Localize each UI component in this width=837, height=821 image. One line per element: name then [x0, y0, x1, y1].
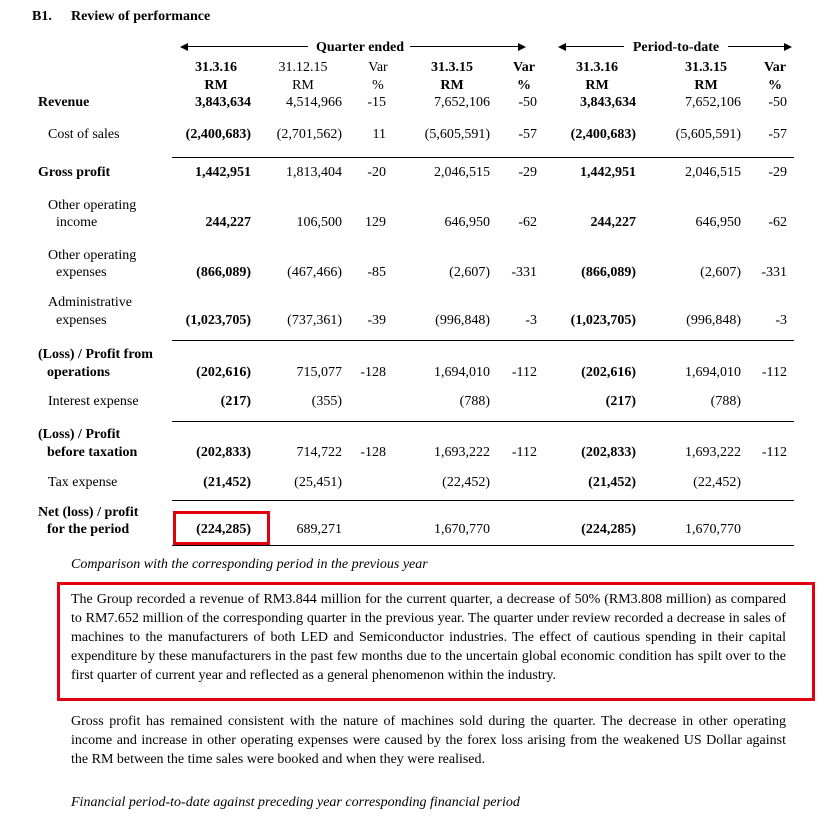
table-cell: -62 — [518, 215, 537, 230]
table-cell: (996,848) — [686, 313, 741, 328]
row-label: Revenue — [38, 95, 90, 110]
table-cell: (224,285) — [196, 522, 251, 537]
separator-line — [172, 157, 794, 158]
table-cell: 1,442,951 — [580, 165, 636, 180]
table-cell: 244,227 — [590, 215, 636, 230]
table-cell: 129 — [365, 215, 386, 230]
table-cell: 1,670,770 — [434, 522, 490, 537]
table-cell: (217) — [605, 394, 636, 409]
table-cell: -112 — [761, 365, 787, 380]
table-cell: 3,843,634 — [580, 95, 636, 110]
row-label: (Loss) / Profit from — [38, 347, 153, 362]
column-unit-0: RM — [204, 78, 228, 93]
separator-line — [172, 421, 794, 422]
row-label: Other operating — [48, 198, 137, 213]
table-cell: (5,605,591) — [424, 127, 490, 142]
revenue-paragraph: The Group recorded a revenue of RM3.844 million for the current quarter, a decrease of 50% (RM3.808 million) as compared to RM7.652 million of the corresponding quarter in the previous year. The quarter under review recorded a decrease in sales of machines to the manufacturers of both LED and Semiconductor industries. The effect of cautious spending in their capital expenditure by these manufacturers in the past few months due to the uncertain global economic condition has spilt over to the first quarter of current year and reflected as a general phenomenon within the industry. — [71, 592, 786, 683]
column-date-6: 31.3.15 — [685, 60, 727, 75]
row-label: Gross profit — [38, 165, 111, 180]
table-cell: (996,848) — [435, 313, 490, 328]
table-cell: -62 — [768, 215, 787, 230]
column-unit-2: % — [372, 78, 384, 93]
table-cell: 2,046,515 — [685, 165, 741, 180]
table-cell: 646,950 — [695, 215, 741, 230]
table-cell: (737,361) — [287, 313, 342, 328]
table-cell: -50 — [768, 95, 787, 110]
row-label: Other operating — [48, 248, 137, 263]
table-cell: 244,227 — [205, 215, 251, 230]
table-cell: 646,950 — [444, 215, 490, 230]
row-label: Cost of sales — [48, 127, 120, 142]
table-cell: (224,285) — [581, 522, 636, 537]
table-cell: (21,452) — [588, 475, 636, 490]
table-cell: -128 — [360, 365, 386, 380]
section-number: B1. — [32, 9, 52, 24]
table-cell: (217) — [220, 394, 251, 409]
table-cell: (2,400,683) — [570, 127, 636, 142]
column-date-2: Var — [368, 60, 388, 75]
table-cell: -29 — [518, 165, 537, 180]
column-unit-5: RM — [585, 78, 609, 93]
table-cell: (5,605,591) — [675, 127, 741, 142]
table-cell: (355) — [311, 394, 342, 409]
table-cell: 1,693,222 — [685, 445, 741, 460]
table-cell: 2,046,515 — [434, 165, 490, 180]
period-to-date-label: Period-to-date — [632, 40, 720, 55]
column-unit-3: RM — [440, 78, 464, 93]
table-cell: (2,607) — [449, 265, 490, 280]
table-cell: (21,452) — [203, 475, 251, 490]
table-cell: -3 — [775, 313, 787, 328]
gross-profit-paragraph: Gross profit has remained consistent with the nature of machines sold during the quarter. The decrease in other operating income and increase in other operating expenses were caused by the forex loss arising from the weakened US Dollar against the RM between the time sales were booked and when they were realised. — [71, 714, 786, 767]
table-cell: 714,722 — [296, 445, 342, 460]
table-cell: 1,694,010 — [685, 365, 741, 380]
row-label: Net (loss) / profit — [38, 505, 139, 520]
row-label: income — [56, 215, 98, 230]
row-label: Interest expense — [48, 394, 139, 409]
table-cell: -112 — [761, 445, 787, 460]
row-label: operations — [47, 365, 110, 380]
table-cell: (467,466) — [287, 265, 342, 280]
column-date-3: 31.3.15 — [431, 60, 473, 75]
table-cell: -57 — [768, 127, 787, 142]
table-cell: -3 — [525, 313, 537, 328]
table-cell: (2,607) — [700, 265, 741, 280]
section-title: Review of performance — [71, 9, 211, 24]
table-cell: (202,833) — [581, 445, 636, 460]
table-cell: -331 — [511, 265, 537, 280]
table-cell: (1,023,705) — [570, 313, 636, 328]
separator-line — [172, 545, 794, 546]
table-cell: 1,442,951 — [195, 165, 251, 180]
column-unit-7: % — [768, 78, 782, 93]
table-cell: -112 — [511, 365, 537, 380]
table-cell: (866,089) — [196, 265, 251, 280]
table-cell: 1,694,010 — [434, 365, 490, 380]
table-cell: (788) — [710, 394, 741, 409]
table-cell: -20 — [367, 165, 386, 180]
table-cell: 1,670,770 — [685, 522, 741, 537]
separator-line — [172, 340, 794, 341]
column-date-7: Var — [763, 60, 787, 75]
comparison-heading: Comparison with the corresponding period in the previous year — [71, 557, 428, 572]
table-cell: (202,616) — [196, 365, 251, 380]
row-label: for the period — [47, 522, 130, 537]
table-cell: (866,089) — [581, 265, 636, 280]
table-cell: 7,652,106 — [434, 95, 490, 110]
highlight-box-net-loss — [173, 511, 270, 545]
column-date-4: Var — [512, 60, 536, 75]
column-date-5: 31.3.16 — [576, 60, 618, 75]
table-cell: 3,843,634 — [195, 95, 251, 110]
table-cell: -57 — [518, 127, 537, 142]
column-unit-6: RM — [694, 78, 718, 93]
table-cell: (25,451) — [294, 475, 342, 490]
row-label: Administrative — [48, 295, 132, 310]
table-cell: (788) — [459, 394, 490, 409]
table-cell: -128 — [360, 445, 386, 460]
table-cell: -85 — [367, 265, 386, 280]
table-cell: -331 — [761, 265, 787, 280]
table-cell: 715,077 — [296, 365, 342, 380]
table-cell: (22,452) — [693, 475, 741, 490]
table-cell: (2,400,683) — [185, 127, 251, 142]
row-label: (Loss) / Profit — [38, 427, 121, 442]
table-cell: -39 — [367, 313, 386, 328]
table-cell: 7,652,106 — [685, 95, 741, 110]
table-cell: 4,514,966 — [286, 95, 342, 110]
table-cell: -29 — [768, 165, 787, 180]
table-cell: -50 — [518, 95, 537, 110]
table-cell: (1,023,705) — [185, 313, 251, 328]
table-cell: (2,701,562) — [276, 127, 342, 142]
row-label: expenses — [56, 265, 107, 280]
table-cell: 1,813,404 — [286, 165, 342, 180]
row-label: before taxation — [47, 445, 138, 460]
row-label: Tax expense — [48, 475, 118, 490]
table-cell: -15 — [367, 95, 386, 110]
table-cell: (22,452) — [442, 475, 490, 490]
column-unit-1: RM — [292, 78, 314, 93]
table-cell: (202,833) — [196, 445, 251, 460]
table-cell: (202,616) — [581, 365, 636, 380]
column-unit-4: % — [517, 78, 531, 93]
table-cell: 11 — [372, 127, 386, 142]
separator-line — [172, 500, 794, 501]
period-to-date-heading: Financial period-to-date against preceding year corresponding financial period — [71, 795, 520, 810]
table-cell: 1,693,222 — [434, 445, 490, 460]
table-cell: 106,500 — [296, 215, 342, 230]
table-cell: 689,271 — [296, 522, 342, 537]
row-label: expenses — [56, 313, 107, 328]
quarter-ended-label: Quarter ended — [315, 40, 404, 55]
column-date-0: 31.3.16 — [195, 60, 237, 75]
column-date-1: 31.12.15 — [278, 60, 328, 75]
table-cell: -112 — [511, 445, 537, 460]
